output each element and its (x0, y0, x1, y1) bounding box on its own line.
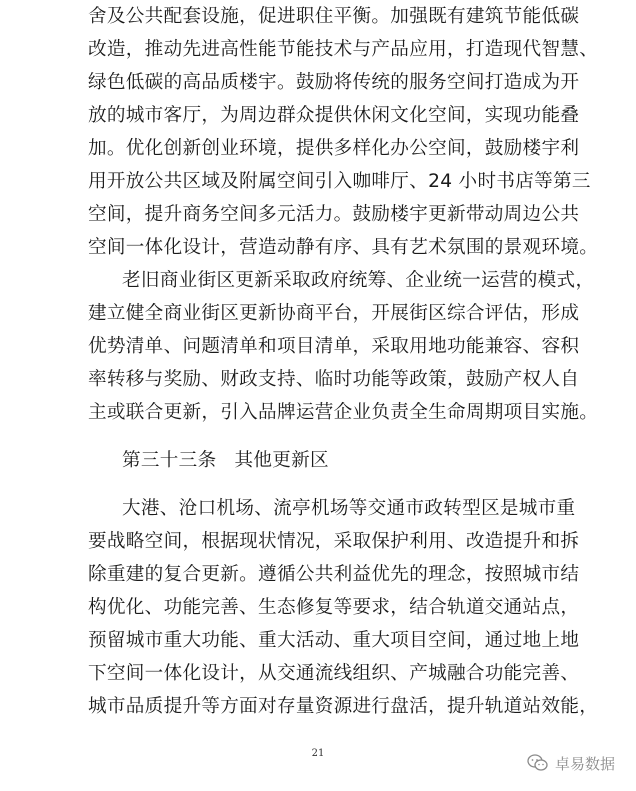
paragraph-line: 老旧商业街区更新采取政府统筹、企业统一运营的模式， (122, 270, 595, 291)
section-heading (122, 444, 592, 478)
paragraph-line: 舍及公共配套设施，促进职住平衡。加强既有建筑节能低碳 (88, 6, 580, 27)
paragraph-line: 下空间一体化设计，从交通流线组织、产城融合功能完善、 (88, 663, 580, 684)
paragraph-line: 主或联合更新，引入品牌运营企业负责全生命周期项目实施。 (88, 402, 599, 423)
paragraph-line: 建立健全商业街区更新协商平台，开展街区综合评估，形成 (88, 303, 580, 324)
paragraph-line: 要战略空间，根据现状情况，采取保护利用、改造提升和拆 (88, 531, 580, 552)
heading-article: 第三十三条 (122, 450, 217, 471)
paragraph-line: 率转移与奖励、财政支持、临时功能等政策，鼓励产权人自 (88, 369, 580, 390)
paragraph-line: 空间一体化设计，营造动静有序、具有艺术氛围的景观环境。 (88, 237, 599, 258)
paragraph-line: 用开放公共区域及附属空间引入咖啡厅、24 小时书店等第三 (88, 171, 591, 192)
paragraph-line: 预留城市重大功能、重大活动、重大项目空间，通过地上地 (88, 630, 580, 651)
paragraph-line: 放的城市客厅，为周边群众提供休闲文化空间，实现功能叠 (88, 105, 580, 126)
wechat-icon (527, 753, 549, 773)
paragraph-line: 绿色低碳的高品质楼宇。鼓励将传统的服务空间打造成为开 (88, 72, 580, 93)
paragraph-line: 大港、沧口机场、流亭机场等交通市政转型区是城市重 (122, 498, 576, 519)
paragraph-line: 加。优化创新创业环境，提供多样化办公空间，鼓励楼宇利 (88, 138, 580, 159)
paragraph-line: 除重建的复合更新。遵循公共利益优先的理念，按照城市结 (88, 564, 580, 585)
paragraph-line: 构优化、功能完善、生态修复等要求，结合轨道交通站点， (88, 597, 580, 618)
page-number: 21 (311, 748, 325, 759)
paragraph-line: 城市品质提升等方面对存量资源进行盘活，提升轨道站效能， (88, 696, 599, 717)
watermark (527, 751, 615, 775)
paragraph-line: 优势清单、问题清单和项目清单，采取用地功能兼容、容积 (88, 336, 580, 357)
paragraph-line: 空间，提升商务空间多元活力。鼓励楼宇更新带动周边公共 (88, 204, 580, 225)
watermark-text: 卓易数据 (555, 754, 616, 773)
heading-title: 其他更新区 (234, 450, 329, 471)
paragraph-line: 改造，推动先进高性能节能技术与产品应用，打造现代智慧、 (88, 39, 599, 60)
